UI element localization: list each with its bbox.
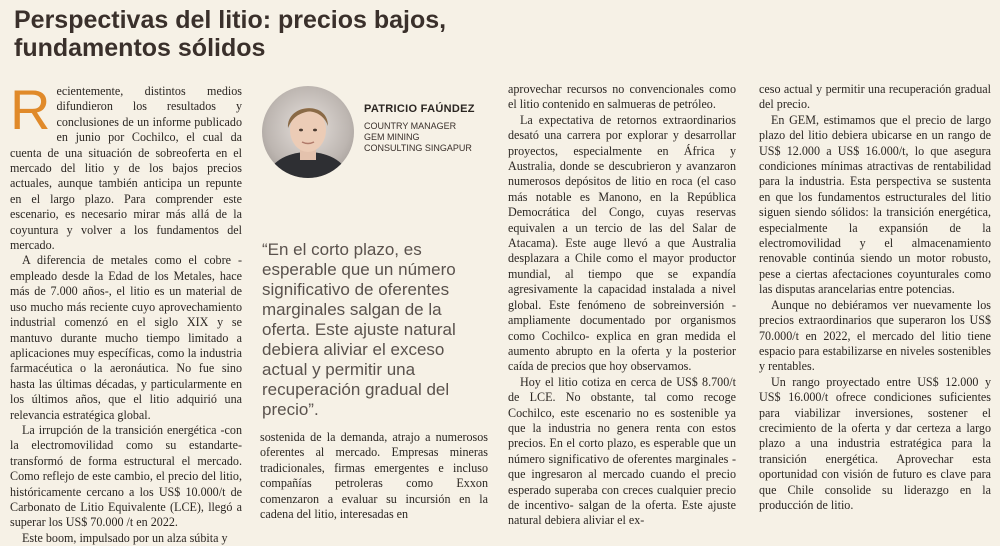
paragraph: sostenida de la demanda, atrajo a numerosos oferentes al mercado. Empresas mineras tradicionales, firmas emergentes e incluso compañías petroleras como Exxon comenzaron a evaluar su incursión en la cadena del litio, interesadas en xyxy=(260,430,488,522)
author-role-line: COUNTRY MANAGER xyxy=(364,121,457,131)
pull-quote: “En el corto plazo, es esperable que un número significativo de oferentes marginales salgan de la oferta. Este ajuste natural debiera aliviar el exceso actual y permitir una recuperación gradual del precio”. xyxy=(262,240,456,419)
column-4 xyxy=(759,82,991,513)
column-3 xyxy=(508,82,736,529)
paragraph-text: ecientemente, distintos medios difundieron los resultados y conclusiones de un informe publicado en junio por Cochilco, el cual da cuenta de una situación de sobreoferta en el mercado del litio y de los bajos precios actuales, aunque también anticipa un repunte en el largo plazo. Para comprender este escenario, es necesario mirar más allá de la coyuntura y volver a los fundamentos del mercado. xyxy=(10,84,242,253)
author-photo xyxy=(262,86,354,178)
paragraph: Aunque no debiéramos ver nuevamente los precios extraordinarios que superaron los US$ 70.000/t en 2022, el mercado del litio tiene espacio para estabilizarse en niveles sostenibles y rentables. xyxy=(759,297,991,374)
paragraph: Este boom, impulsado por un alza súbita y xyxy=(22,530,228,545)
paragraph: Hoy el litio cotiza en cerca de US$ 8.700/t de LCE. No obstante, tal como recoge Cochilco, este escenario no es sostenible ya que la industria no genera renta con estos precios. En el corto plazo, es esperable que un número significativo de oferentes marginales -que ingresaron al mercado cuando el precio esperado superaba con creces cualquier precio de incentivo- salgan de la oferta. Este ajuste natural debiera aliviar el ex- xyxy=(508,374,736,528)
article-title: Perspectivas del litio: precios bajos, fundamentos sólidos xyxy=(14,6,447,62)
author-name: PATRICIO FAÚNDEZ xyxy=(364,103,475,115)
paragraph: La expectativa de retornos extraordinarios desató una carrera por explorar y desarrollar proyectos, especialmente en África y Australia, donde se descubrieron y avanzaron numerosos depósitos de litio en roca (el caso más notable es Manono, en la República Democrática del Congo, cuyas reservas equivalen a un tercio de las del Salar de Atacama). Este auge llevó a que Australia desplazara a Chile como el mayor productor mundial, al tiempo que se expandía agresivamente la capacidad instalada a nivel global. Este fenómeno de sobreinversión -ampliamente documentado por organismos como Cochilco- explica en gran medida el aumento abrupto en la oferta y la posterior caída de precios que hoy observamos. xyxy=(508,112,736,374)
paragraph: En GEM, estimamos que el precio de largo plazo del litio debiera ubicarse en un rango de US$ 12.000 a US$ 16.000/t, lo que asegura condiciones mínimas atractivas de rentabilidad para la industria. Esta perspectiva se sustenta en que los fundamentos estructurales del litio siguen siendo sólidos: la transición energética, especialmente la expansión de la electromovilidad y el almacenamiento renovable continúa siendo un motor robusto, pese a ciertas afectaciones coyunturales como las disputas arancelarias entre potencias. xyxy=(759,112,991,297)
paragraph: aprovechar recursos no convencionales como el litio contenido en salmueras de petróleo. xyxy=(508,82,736,112)
author-block xyxy=(364,103,494,154)
author-role-line: GEM MINING xyxy=(364,132,420,142)
author-role xyxy=(364,121,494,154)
paragraph: ceso actual y permitir una recuperación gradual del precio. xyxy=(759,82,991,112)
paragraph xyxy=(10,78,242,253)
author-role-line: CONSULTING SINGAPUR xyxy=(364,143,472,153)
drop-cap: R xyxy=(10,78,51,141)
column-1 xyxy=(10,78,242,546)
paragraph: La irrupción de la transición energética -con la electromovilidad como su estandarte- transformó de forma estructural el mercado. Como reflejo de este cambio, el precio del litio, históricamente cercano a los US$ 10.000/t de Carbonato de Litio Equivalente (LCE), llegó a superar los US$ 70.000 /t en 2022. xyxy=(10,422,242,530)
column-2 xyxy=(260,430,488,522)
paragraph: Un rango proyectado entre US$ 12.000 y US$ 16.000/t ofrece condiciones suficientes para viabilizar inversiones, sostener el crecimiento de la oferta y dar certeza a largo plazo a una industria estratégica para la transición energética. Aprovechar esta oportunidad con visión de futuro es clave para que Chile consolide su liderazgo en la producción de litio. xyxy=(759,374,991,512)
paragraph: A diferencia de metales como el cobre -empleado desde la Edad de los Metales, hace más de 7.000 años-, el litio es un material de uso mucho más reciente cuyo aprovechamiento industrial comenzó en el siglo XIX y se mantuvo durante mucho tiempo limitado a aplicaciones muy específicas, como la industria farmacéutica o la aeronáutica. No fue sino hasta las últimas décadas, y particularmente en los últimos años, que el litio adquirió una relevancia estratégica global. xyxy=(10,253,242,422)
